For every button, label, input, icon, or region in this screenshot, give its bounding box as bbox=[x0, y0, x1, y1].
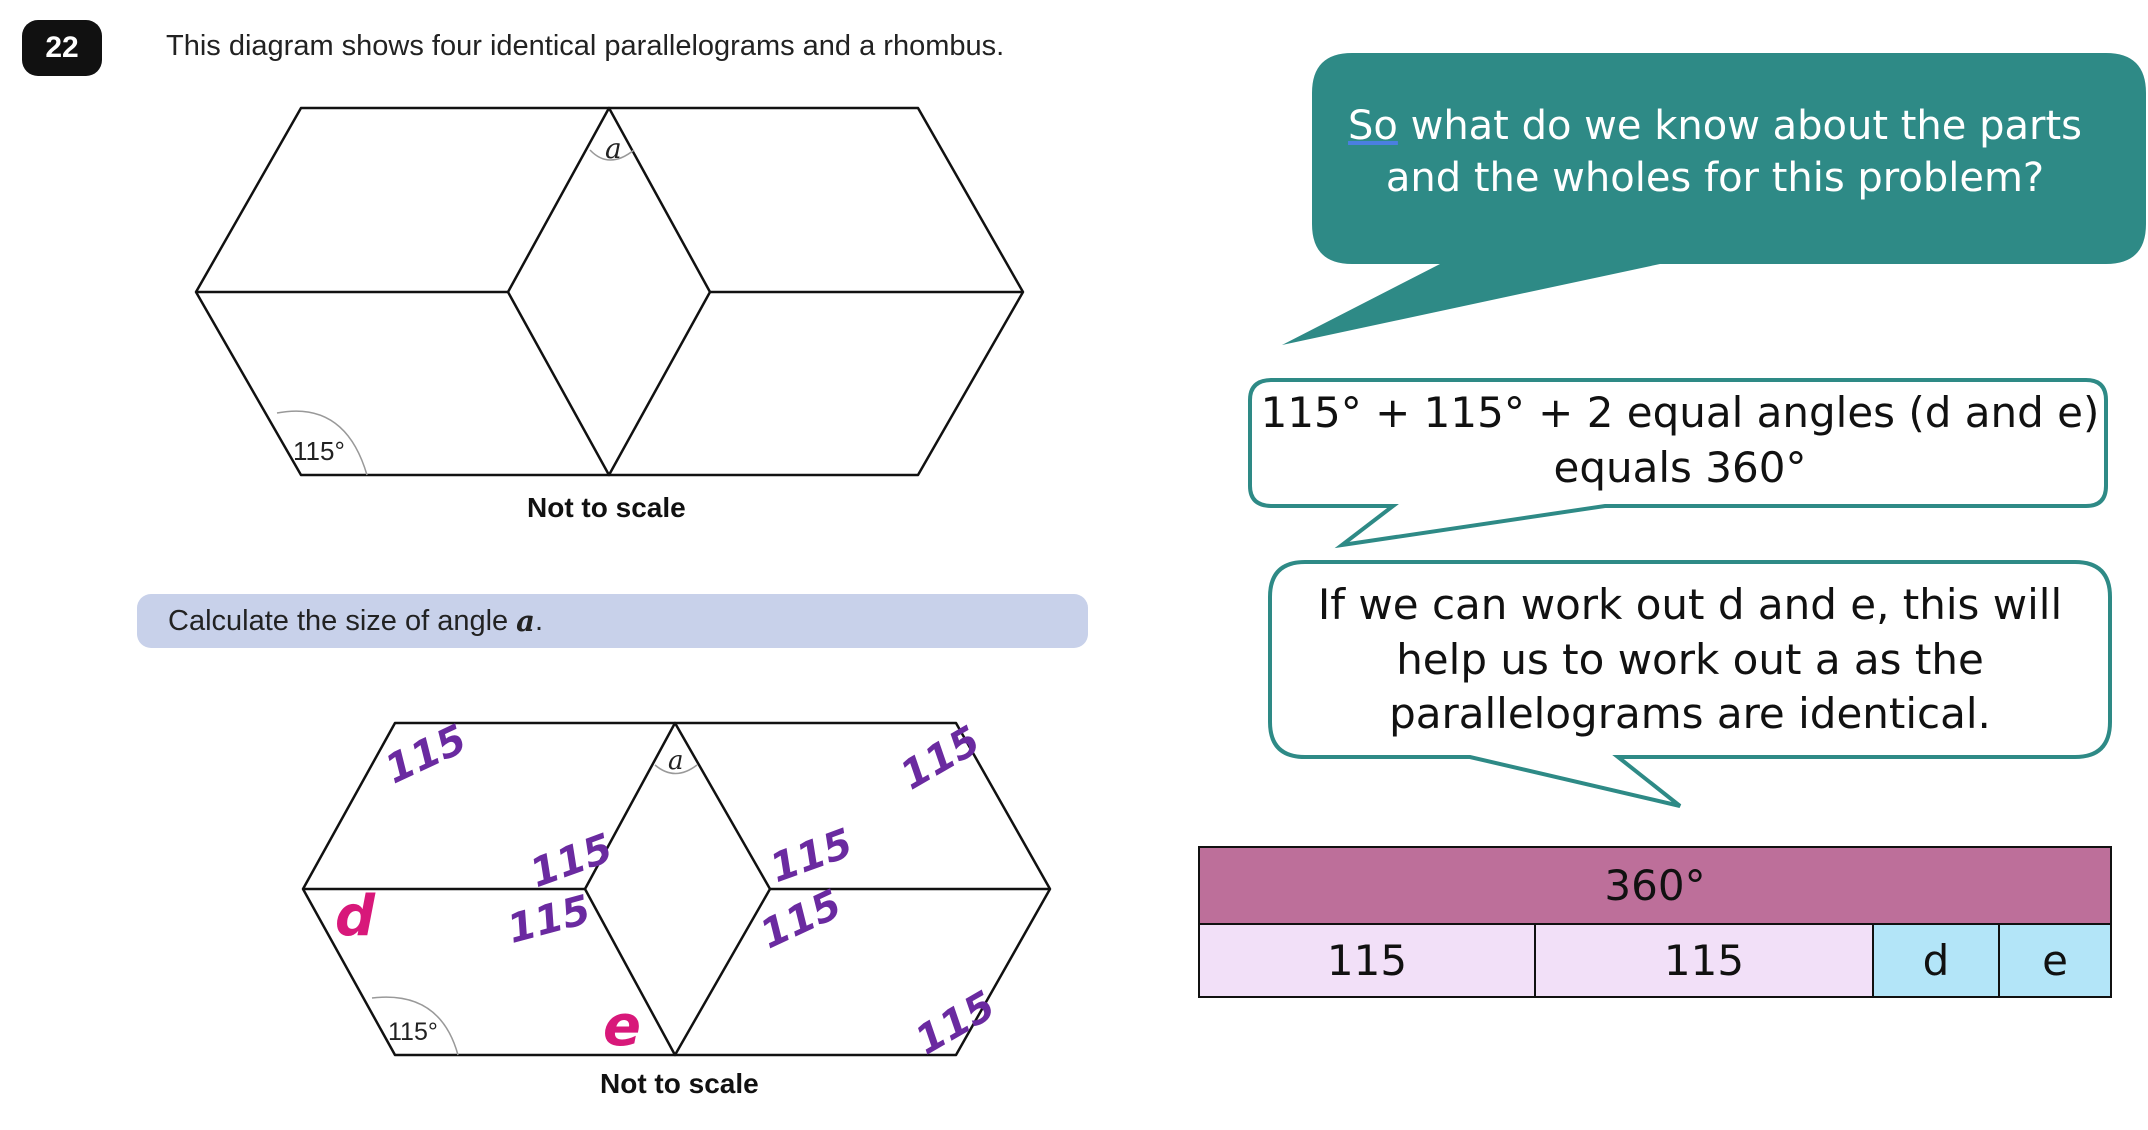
note1-line2: equals 360° bbox=[1553, 442, 1807, 492]
bar-part-d: d bbox=[1874, 925, 2000, 996]
handwritten-e: e bbox=[603, 994, 641, 1059]
angle-115-label: 115° bbox=[293, 436, 345, 466]
speech-bubble-text bbox=[1340, 100, 2090, 204]
question-intro-text: This diagram shows four identical parallelograms and a rhombus. bbox=[166, 30, 1005, 62]
bar-part-e: e bbox=[2000, 925, 2110, 996]
handwritten-d: d bbox=[335, 884, 376, 949]
note2-text bbox=[1280, 578, 2100, 742]
prompt-end: . bbox=[534, 604, 544, 637]
handwritten-115-bottom-left-inner: 115 bbox=[502, 886, 596, 953]
bar-parts-row bbox=[1200, 925, 2110, 996]
bar-part-115-first: 115 bbox=[1200, 925, 1536, 996]
bar-part-115-second: 115 bbox=[1536, 925, 1874, 996]
diagram-caption: Not to scale bbox=[527, 492, 686, 523]
handwritten-115-bottom-right-inner: 115 bbox=[753, 881, 849, 959]
speech-underlined-word: So bbox=[1348, 103, 1398, 149]
note2-line1: If we can work out d and e, this will bbox=[1317, 580, 2063, 629]
note2-line3: parallelograms are identical. bbox=[1389, 689, 1991, 739]
speech-line2: and the wholes for this problem? bbox=[1385, 155, 2045, 201]
note1-text bbox=[1260, 386, 2100, 495]
note2-line2: help us to work out a as the bbox=[1396, 634, 1984, 684]
handwritten-115-top-left-outer: 115 bbox=[378, 716, 474, 794]
speech-line1-rest: what do we know about the parts bbox=[1397, 103, 2082, 149]
handwritten-115-bottom-right-outer: 115 bbox=[907, 982, 1004, 1065]
prompt-variable: a bbox=[516, 604, 535, 638]
prompt-text: Calculate the size of angle bbox=[168, 604, 509, 637]
annotated-angle-a-label: a bbox=[668, 746, 684, 776]
handwritten-115-top-left-inner: 115 bbox=[524, 825, 619, 898]
bar-whole: 360° bbox=[1200, 848, 2110, 925]
note1-line1: 115° + 115° + 2 equal angles (d and e) bbox=[1260, 388, 2100, 437]
angle-a-label: a bbox=[605, 132, 622, 165]
question-number-badge: 22 bbox=[22, 20, 102, 76]
handwritten-115-top-right-outer: 115 bbox=[892, 717, 989, 800]
bar-model bbox=[1198, 846, 2112, 998]
annotated-diagram-caption: Not to scale bbox=[600, 1068, 759, 1099]
handwritten-115-top-right-inner: 115 bbox=[764, 820, 859, 893]
annotated-angle-115-label: 115° bbox=[388, 1018, 438, 1046]
